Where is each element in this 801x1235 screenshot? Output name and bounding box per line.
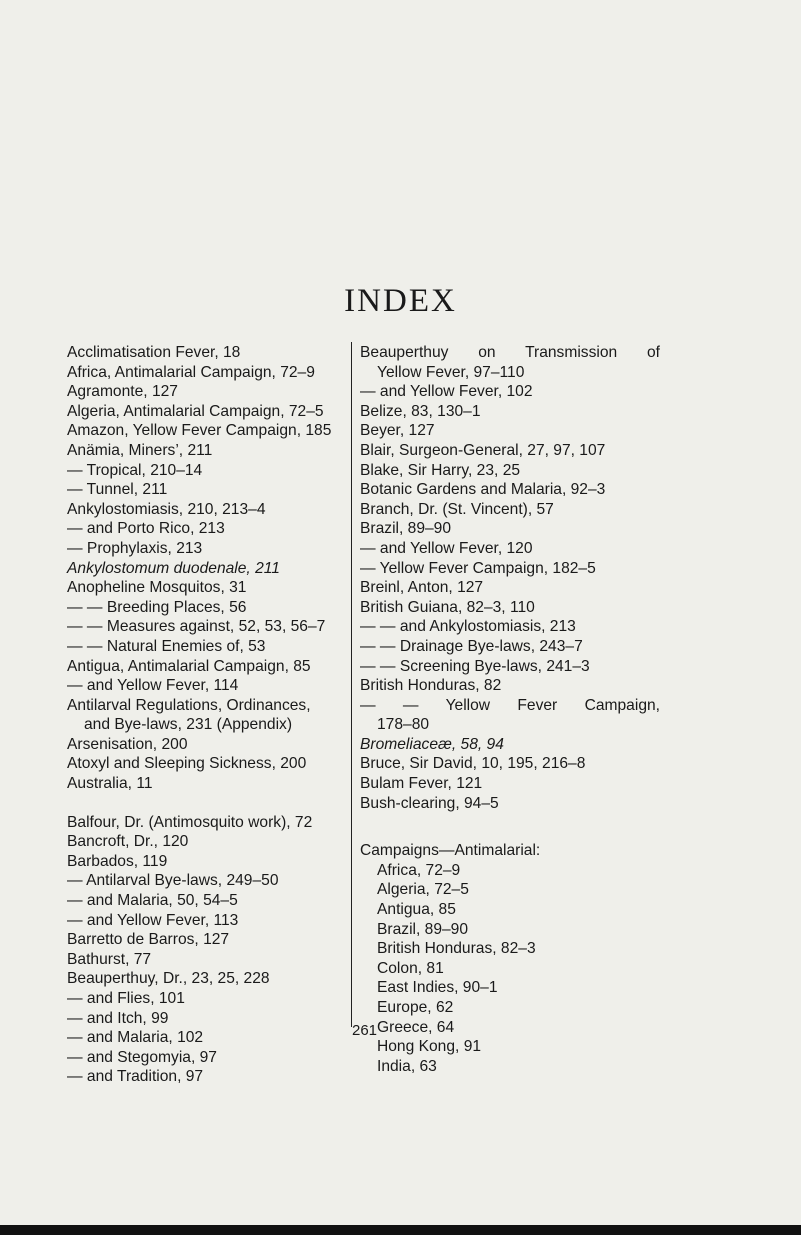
index-entry: Breinl, Anton, 127 [360, 579, 484, 597]
index-entry: Anopheline Mosquitos, 31 [67, 579, 247, 597]
page-title: INDEX [344, 283, 457, 319]
index-entry: Acclimatisation Fever, 18 [67, 344, 241, 361]
section-gap [360, 813, 660, 841]
index-entry: Barbados, 119 [67, 852, 168, 870]
index-entry: — and Yellow Fever, 102 [360, 383, 533, 401]
index-entry: Bulam Fever, 121 [360, 775, 483, 793]
index-entry: Bruce, Sir David, 10, 195, 216–8 [360, 755, 586, 773]
index-entry: Algeria, 72–5 [377, 881, 469, 899]
index-entry: Amazon, Yellow Fever Campaign, 185 [67, 422, 332, 440]
index-entry: — — and Ankylostomiasis, 213 [360, 618, 576, 636]
index-entry: Belize, 83, 130–1 [360, 402, 481, 420]
index-entry: Beyer, 127 [360, 422, 435, 440]
index-entry: — — Breeding Places, 56 [67, 598, 247, 616]
index-entry: — and Yellow Fever, 114 [67, 677, 239, 695]
index-entry: Campaigns—Antimalarial: [360, 842, 541, 860]
index-entry: and Bye-laws, 231 (Appendix) [84, 716, 293, 734]
index-entry: Branch, Dr. (St. Vincent), 57 [360, 500, 554, 518]
index-entry: — and Itch, 99 [67, 1009, 169, 1027]
index-entry: — — Drainage Bye-laws, 243–7 [360, 637, 583, 655]
section-gap [67, 794, 347, 813]
index-entry: Brazil, 89–90 [377, 920, 469, 938]
index-entry: Beauperthuy on Transmission of [360, 344, 660, 361]
index-entry: Bathurst, 77 [67, 950, 152, 968]
index-entry: Antilarval Regulations, Ordinances, [67, 696, 311, 714]
index-column-left [67, 343, 347, 1087]
index-entry: — Tropical, 210–14 [67, 461, 203, 479]
index-entry: Antigua, Antimalarial Campaign, 85 [67, 657, 311, 675]
index-entry: Blair, Surgeon-General, 27, 97, 107 [360, 441, 606, 459]
index-entry: Hong Kong, 91 [377, 1038, 482, 1056]
index-entry: — and Malaria, 50, 54–5 [67, 892, 238, 910]
index-entry: India, 63 [377, 1057, 437, 1075]
index-entry: Arsenisation, 200 [67, 735, 188, 753]
index-entry-italic: Bromeliaceæ, 58, 94 [360, 735, 504, 753]
index-entry: Barretto de Barros, 127 [67, 931, 230, 949]
index-entry: British Honduras, 82 [360, 677, 502, 695]
index-entry: Balfour, Dr. (Antimosquito work), 72 [67, 813, 313, 831]
index-entry: 178–80 [377, 716, 430, 734]
index-entry: Colon, 81 [377, 959, 444, 977]
index-entry: Africa, 72–9 [377, 861, 461, 879]
index-entry: — Tunnel, 211 [67, 481, 168, 499]
index-entry: Bush-clearing, 94–5 [360, 794, 499, 812]
index-entry [67, 559, 347, 579]
index-entry: Beauperthuy, Dr., 23, 25, 228 [67, 970, 270, 988]
index-entry: Atoxyl and Sleeping Sickness, 200 [67, 755, 307, 773]
index-entry: Yellow Fever, 97–110 [377, 363, 525, 381]
index-entry: — and Tradition, 97 [67, 1068, 204, 1086]
index-column-right [360, 343, 660, 1076]
index-entry: Brazil, 89–90 [360, 520, 452, 538]
index-entry: — — Yellow Fever Campaign, [360, 696, 660, 714]
index-entry: — and Yellow Fever, 120 [360, 539, 533, 557]
index-entry: Agramonte, 127 [67, 383, 178, 401]
index-entry: — — Measures against, 52, 53, 56–7 [67, 618, 326, 636]
index-entry: — Yellow Fever Campaign, 182–5 [360, 559, 596, 577]
index-entry: East Indies, 90–1 [377, 979, 498, 997]
index-entry: — — Screening Bye-laws, 241–3 [360, 657, 590, 675]
index-entry: — Antilarval Bye-laws, 249–50 [67, 872, 279, 890]
index-entry: — and Stegomyia, 97 [67, 1048, 217, 1066]
index-entry: Greece, 64 [377, 1018, 455, 1036]
index-entry: Algeria, Antimalarial Campaign, 72–5 [67, 402, 324, 420]
index-entry: Ankylostomiasis, 210, 213–4 [67, 500, 266, 518]
index-entry: — and Malaria, 102 [67, 1029, 204, 1047]
index-entry-italic: Ankylostomum duodenale, 211 [67, 559, 280, 577]
scan-edge-bar [0, 1225, 801, 1235]
index-entry: Bancroft, Dr., 120 [67, 833, 189, 851]
index-entry: Blake, Sir Harry, 23, 25 [360, 461, 521, 479]
index-entry: — and Porto Rico, 213 [67, 520, 225, 538]
index-entry: British Guiana, 82–3, 110 [360, 598, 535, 616]
column-divider [351, 342, 352, 1027]
index-entry: — Prophylaxis, 213 [67, 539, 203, 557]
index-entry: British Honduras, 82–3 [377, 940, 536, 958]
index-entry: — — Natural Enemies of, 53 [67, 637, 266, 655]
index-entry: Anämia, Miners’, 211 [67, 441, 213, 459]
index-entry: — and Flies, 101 [67, 990, 185, 1007]
index-entry: Botanic Gardens and Malaria, 92–3 [360, 481, 606, 499]
index-entry: — and Yellow Fever, 113 [67, 911, 239, 929]
index-entry: Africa, Antimalarial Campaign, 72–9 [67, 363, 315, 381]
index-entry [360, 735, 660, 755]
page-number: 261 [352, 1022, 378, 1039]
index-entry: Antigua, 85 [377, 901, 456, 919]
index-entry: Australia, 11 [67, 775, 153, 793]
index-entry: Europe, 62 [377, 999, 454, 1016]
